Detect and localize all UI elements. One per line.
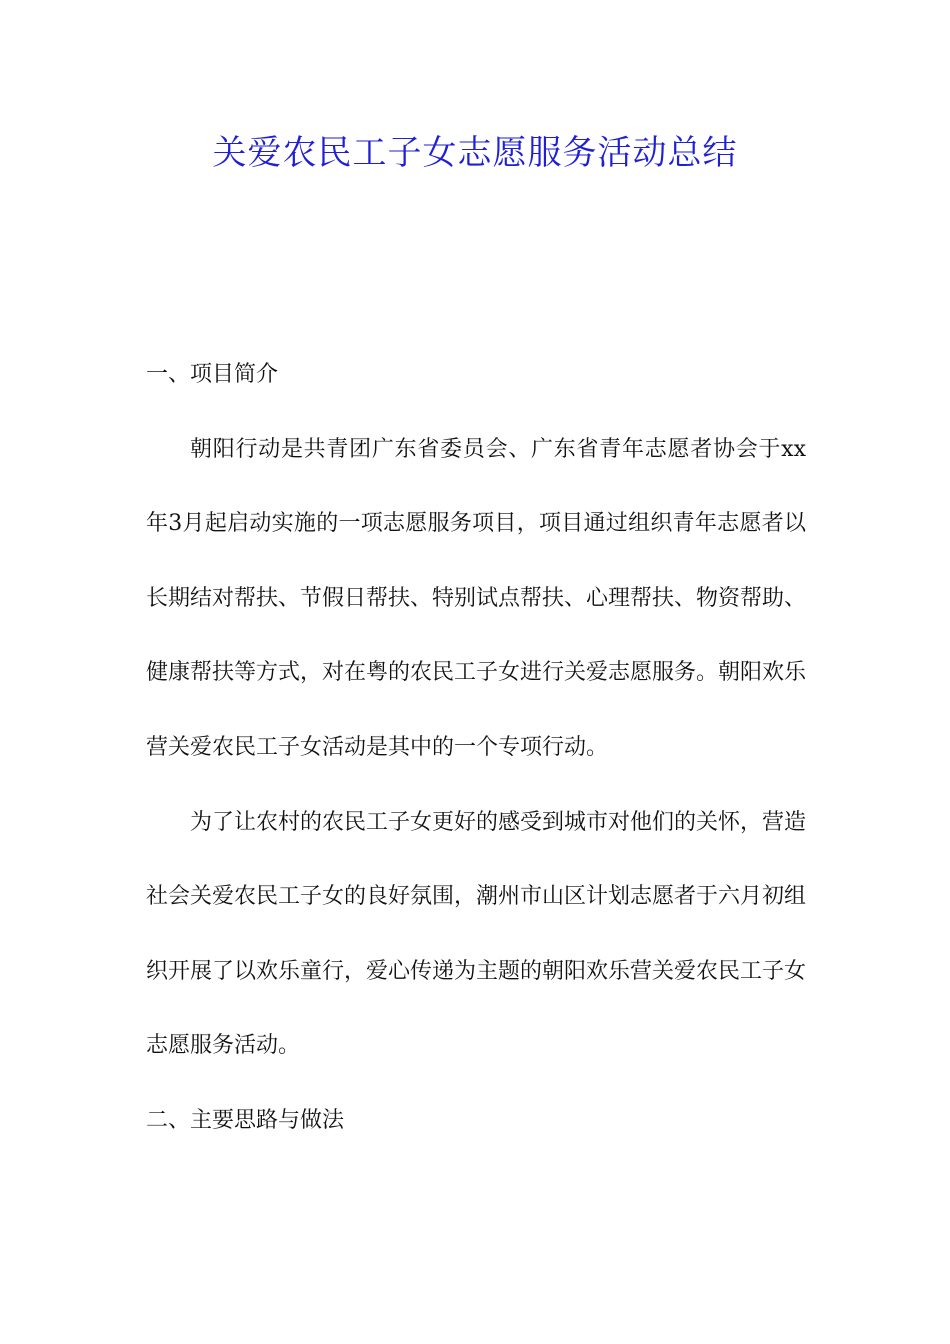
- paragraph: 为了让农村的农民工子女更好的感受到城市对他们的关怀，营造社会关爱农民工子女的良好氛围，潮州市山区计划志愿者于六月初组织开展了以欢乐童行，爱心传递为主题的朝阳欢乐营关爱农民工子女志愿服务活动。: [146, 809, 807, 1059]
- section-heading-intro: 一、项目简介: [146, 362, 279, 387]
- section-heading-approach: 二、主要思路与做法: [146, 1107, 345, 1133]
- paragraph: 朝阳行动是共青团广东省委员会、广东省青年志愿者协会于xx年3月起启动实施的一项志愿服务项目，项目通过组织青年志愿者以长期结对帮扶、节假日帮扶、特别试点帮扶、心理帮扶、物资帮助、健康帮扶等方式，对在粤的农民工子女进行关爱志愿服务。朝阳欢乐营关爱农民工子女活动是其中的一个专项行动。: [146, 436, 807, 760]
- document-body: [146, 338, 806, 1159]
- document-title: 关爱农民工子女志愿服务活动总结: [212, 133, 738, 173]
